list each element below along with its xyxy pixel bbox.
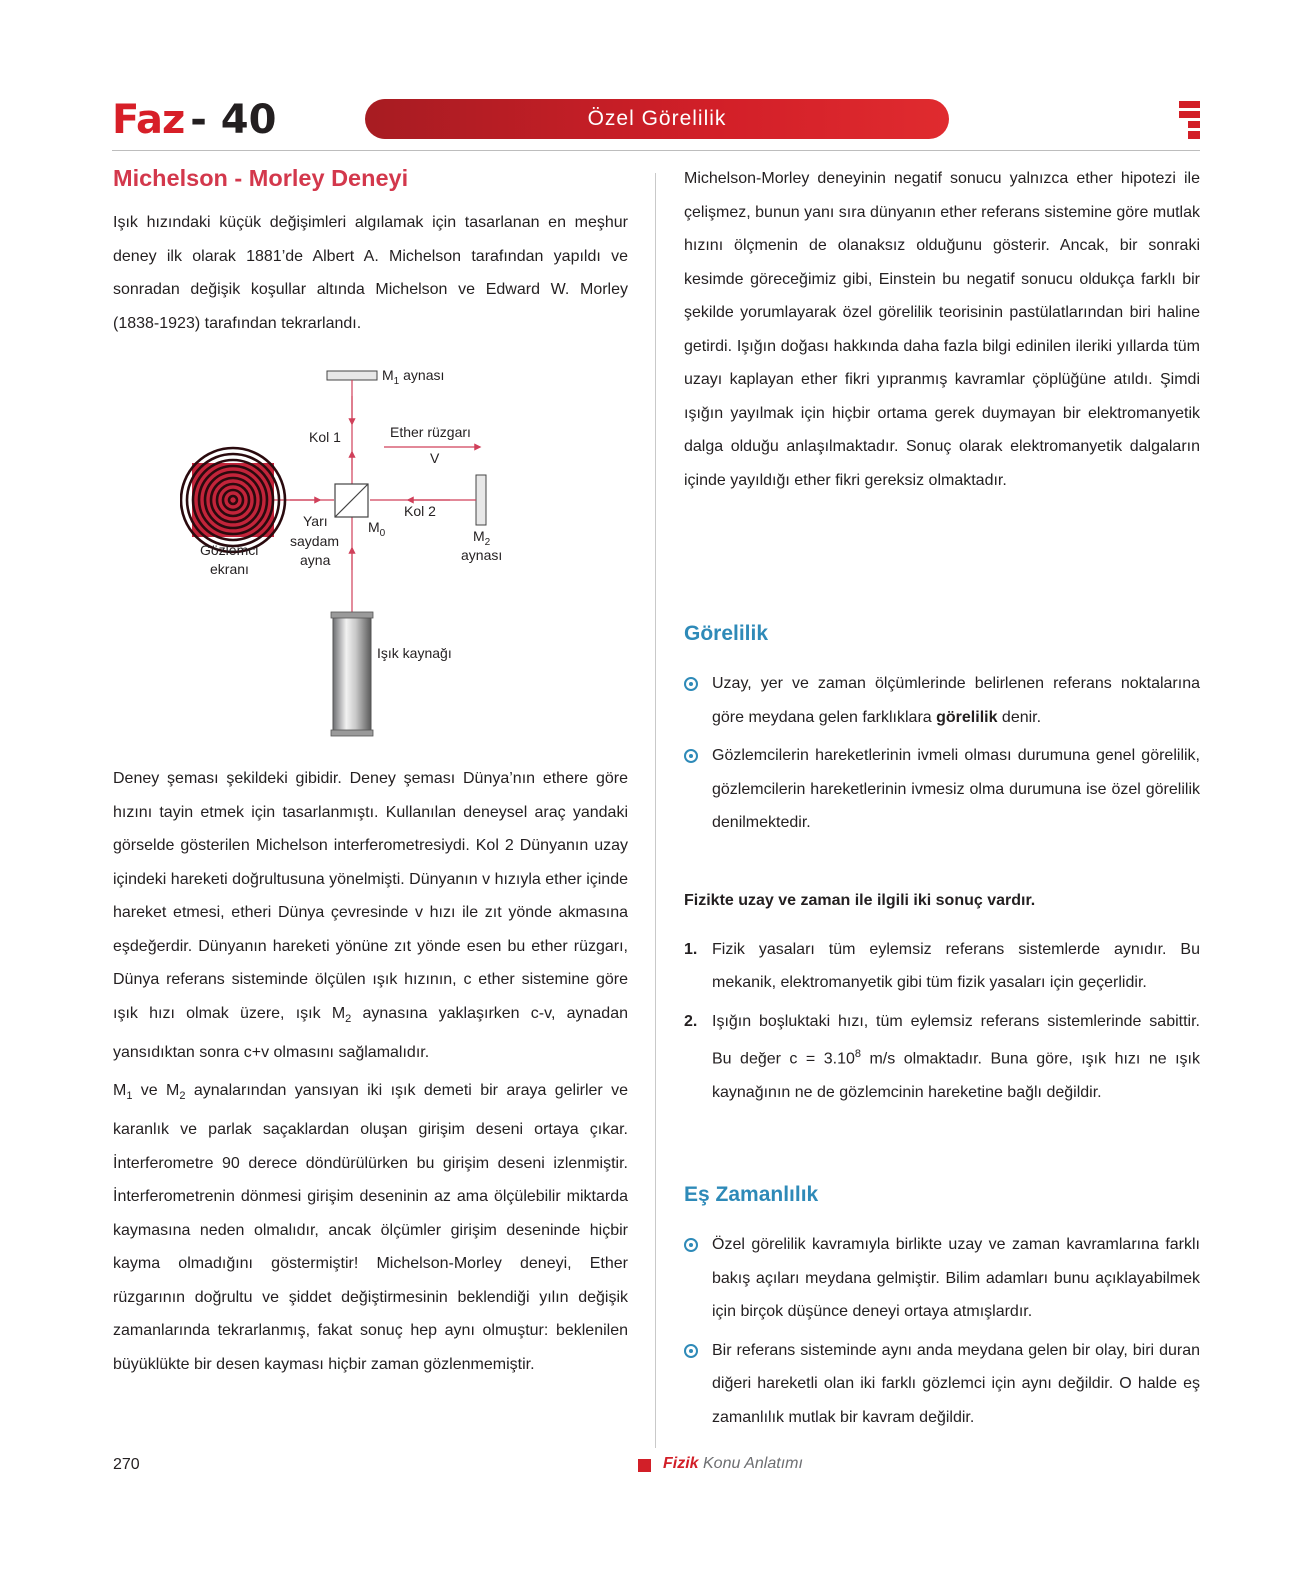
footer-square-icon bbox=[638, 1459, 651, 1472]
list-number: 2. bbox=[684, 1012, 698, 1030]
header-divider bbox=[112, 150, 1200, 151]
results-title: Fizikte uzay ve zaman ile ilgili iki sonuç vardır. bbox=[684, 892, 1036, 909]
list-number: 1. bbox=[684, 940, 698, 958]
bullet-icon bbox=[684, 1238, 698, 1252]
logo-number: - 40 bbox=[190, 97, 277, 143]
light-source bbox=[331, 612, 373, 736]
section-heading-michelson: Michelson - Morley Deneyi bbox=[113, 165, 409, 191]
bullet-icon bbox=[684, 1344, 698, 1358]
intro-paragraph: Işık hızındaki küçük değişimleri algılamak için tasarlanan en meşhur deney ilk olarak 1881’de Albert A. Michelson tarafından yapıldı ve sonradan değişik koşullar altında Michelson ve Edward W. Morley (1838-1923) tarafından tekrarlandı. bbox=[113, 214, 628, 332]
corner-logo-icon bbox=[1179, 101, 1200, 139]
experiment-paragraph: Deney şeması şekildeki gibidir. Deney şeması Dünya’nın ethere göre hızını tayin etmek için tasarlanmıştı. Kullanılan deneysel araç yandaki görselde gösterilen Michelson interferometresiydi. Kol 2 Dünyanın uzay içindeki hareketi doğrultusuna yönelmişti. Dünyanın v hızıyla ether içinde hareket etmesi, etheri Dünya çevresinde v hızı ile zıt yönde akmasına eşdeğerdir. Dünyanın hareketi yönüne zıt yönde esen bu ether rüzgarı, Dünya referans sisteminde ölçülen ışık hızının, c ether sistemine göre ışık hızı olmak üzere, ışık $M_2$ aynasına yaklaşırken c-v, aynadan yansıdıktan sonra c+v olmasını sağlamalıdır. bbox=[113, 770, 628, 1062]
list-item: 2. Işığın boşluktaki hızı, tüm eylemsiz referans sistemlerinde sabittir. Bu değer $c = 3.10^8$ m/s olmaktadır. Buna göre, ışık hızı ne ışık kaynağının ne de gözlemcinin hareketine bağlı değildir. bbox=[684, 1005, 1200, 1110]
velocity-label: V bbox=[430, 450, 440, 466]
half-mirror-label-1: Yarı bbox=[303, 513, 328, 529]
interference-paragraph: $M_1$ ve $M_2$ aynalarından yansıyan iki ışık demeti bir araya gelirler ve karanlık ve parlak saçaklardan oluşan girişim deseni ortaya çıkar. İnterferometre 90 derece döndürülürken bu girişim deseni izlenmiştir. İnterferometrenin dönmesi girişim deseninin az ama ölçülebilir miktarda kaymasına neden olmalıdır, ancak ölçümler girişim deseninde hiçbir kayma olmadığını göstermiştir! Michelson-Morley deneyi, Ether rüzgarının doğrultu ve şiddet değiştirmesinin beklendiği yılın değişik zamanlarında tekrarlanmış, fakat sonuç hep aynı olmuştur: beklenilen büyüklükte bir desen kayması hiçbir zaman gözlenmemiştir. bbox=[113, 1081, 628, 1373]
section-heading-simultaneity: Eş Zamanlılık bbox=[684, 1183, 819, 1206]
left-column bbox=[113, 163, 628, 340]
m1-label: $M_1$ aynası bbox=[382, 367, 445, 387]
m2-mirror bbox=[476, 475, 486, 525]
observer-screen bbox=[181, 448, 285, 552]
m0-label: $M_0$ bbox=[368, 519, 386, 539]
relativity-section bbox=[684, 620, 1200, 840]
simultaneity-section bbox=[684, 1181, 1200, 1434]
light-source-label: Işık kaynağı bbox=[377, 645, 452, 661]
negative-result-paragraph: Michelson-Morley deneyinin negatif sonucu yalnızca ether hipotezi ile çelişmez, bunun yanı sıra dünyanın ether referans sistemine göre mutlak hızını ölçmenin de olanaksız olduğunu gösterir. Ancak, bir sonraki kesimde göreceğimiz gibi, Einstein bu negatif sonucu oldukça farklı bir şekilde yorumlayarak özel görelilik teorisinin pastülatlarından biri haline getirdi. Işığın doğası hakkında daha fazla bilgi edinilen ileriki yıllarda tüm uzayı kaplayan ether fikri yıpranmış kavramlar çöplüğüne atıldı. Şimdi ışığın yayılmak için hiçbir ortama gerek duymayan bir elektromanyetik dalga olduğu anlaşılmaktadır. Sonuç olarak elektromanyetik dalgaların içinde yayıldığı ether fikri gereksiz olmaktadır. bbox=[684, 170, 1200, 489]
section-heading-relativity: Görelilik bbox=[684, 622, 769, 645]
results-section bbox=[684, 884, 1200, 1109]
brand-logo bbox=[112, 98, 276, 142]
m1-mirror bbox=[327, 371, 377, 380]
list-item: Gözlemcilerin hareketlerinin ivmeli olması durumuna genel görelilik, gözlemcilerin hareketlerinin ivmesiz olma durumuna ise özel görelilik denilmektedir. bbox=[684, 739, 1200, 840]
right-column bbox=[684, 162, 1200, 497]
left-body bbox=[113, 762, 628, 1381]
interferometer-diagram bbox=[180, 360, 520, 740]
list-item: Bir referans sisteminde aynı anda meydana gelen bir olay, biri duran diğeri hareketli olan iki farklı gözlemci için aynı değildir. O halde eş zamanlılık mutlak bir kavram değildir. bbox=[684, 1334, 1200, 1435]
chapter-title: Özel Görelilik bbox=[365, 99, 949, 139]
screen-label-2: ekranı bbox=[210, 561, 249, 577]
m2-label: $M_2$ bbox=[473, 528, 491, 548]
half-mirror-label-2: saydam bbox=[290, 533, 340, 549]
m2-suffix-label: aynası bbox=[461, 547, 503, 563]
kol1-label: Kol 1 bbox=[309, 429, 341, 445]
logo-brand: Faz bbox=[112, 97, 185, 143]
screen-label-1: Gözlemci bbox=[200, 542, 259, 558]
half-mirror-label-3: ayna bbox=[300, 552, 331, 568]
bullet-icon bbox=[684, 749, 698, 763]
column-divider bbox=[655, 173, 656, 1448]
list-item: Uzay, yer ve zaman ölçümlerinde belirlenen referans noktalarına göre meydana gelen farklıklara görelilik denir. bbox=[684, 667, 1200, 734]
footer-label: Fizik Konu Anlatımı bbox=[663, 1455, 803, 1472]
kol2-label: Kol 2 bbox=[404, 503, 436, 519]
list-item: Özel görelilik kavramıyla birlikte uzay ve zaman kavramlarına farklı bakış açıları meydana gelmiştir. Bilim adamları bunu açıklayabilmek için birçok düşünce deneyi ortaya atmışlardır. bbox=[684, 1228, 1200, 1329]
ether-wind-label: Ether rüzgarı bbox=[390, 424, 471, 440]
list-item: 1. Fizik yasaları tüm eylemsiz referans sistemlerde aynıdır. Bu mekanik, elektromanyetik gibi tüm fizik yasaları için geçerlidir. bbox=[684, 933, 1200, 1000]
bullet-icon bbox=[684, 677, 698, 691]
page-number: 270 bbox=[113, 1456, 140, 1473]
